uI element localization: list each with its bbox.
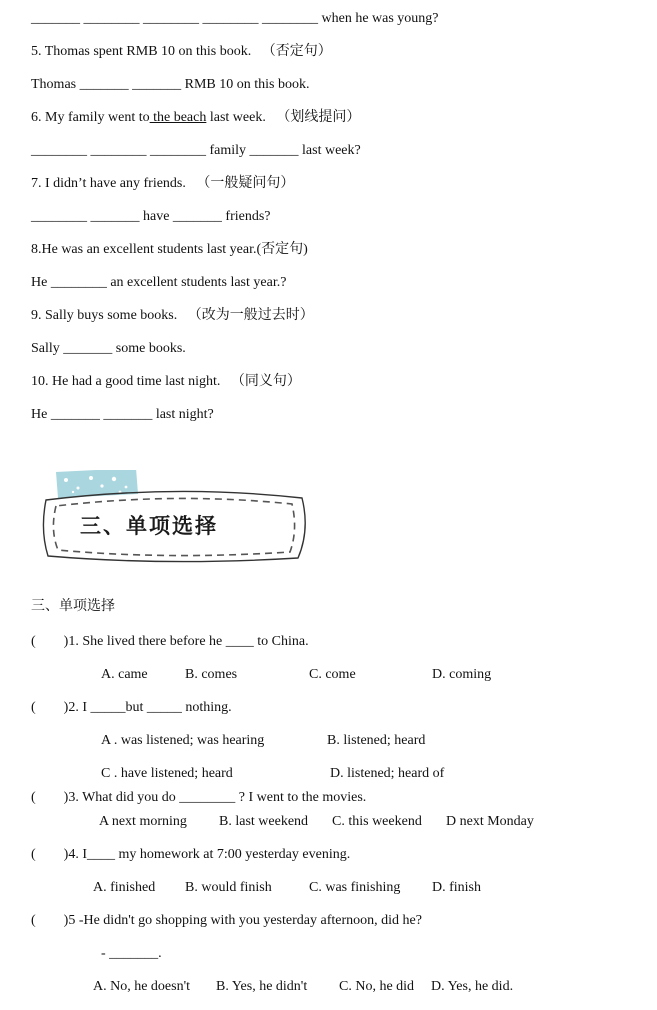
section-heading: 三、单项选择 (31, 599, 115, 614)
question-6 (31, 109, 360, 127)
tape-decoration (56, 470, 138, 498)
mc-question-4: ( )4. I____ my homework at 7:00 yesterday evening. (31, 847, 351, 862)
mc-3-option-d: D next Monday (446, 814, 534, 829)
question-7: 7. I didn’t have any friends. （一般疑问句） (31, 176, 295, 191)
question-8-answer: He ________ an excellent students last year.? (31, 275, 287, 290)
question-6-part-a: 6. My family went to (31, 110, 150, 125)
mc-1-option-a: A. came (101, 667, 148, 682)
question-5-answer: Thomas _______ _______ RMB 10 on this book. (31, 77, 310, 92)
mc-1-option-c: C. come (309, 667, 356, 682)
mc-1-option-d: D. coming (432, 667, 492, 682)
mc-question-1: ( )1. She lived there before he ____ to China. (31, 634, 309, 649)
question-10: 10. He had a good time last night. （同义句） (31, 374, 301, 389)
mc-4-option-c: C. was finishing (309, 880, 401, 895)
question-9: 9. Sally buys some books. （改为一般过去时） (31, 308, 314, 323)
mc-5-option-c: C. No, he did (339, 979, 415, 994)
mc-5-option-d: D. Yes, he did. (431, 979, 514, 994)
mc-2-option-a: A . was listened; was hearing (101, 733, 265, 748)
mc-3-option-a: A next morning (99, 814, 187, 829)
banner-title: 三、单项选择 (80, 514, 218, 538)
mc-4-option-a: A. finished (93, 880, 156, 895)
question-5: 5. Thomas spent RMB 10 on this book. （否定句） (31, 44, 332, 59)
mc-5-option-a: A. No, he doesn't (93, 979, 191, 994)
previous-answer-line: _______ ________ ________ ________ ________ when he was young? (31, 11, 439, 26)
question-6-answer: ________ ________ ________ family _______ last week? (31, 143, 361, 158)
question-8: 8.He was an excellent students last year.(否定句) (31, 242, 308, 257)
mc-3-option-c: C. this weekend (332, 814, 422, 829)
question-6-part-b: last week. （划线提问） (206, 110, 361, 125)
mc-5-answer-line: - _______. (101, 946, 162, 961)
question-6-underlined: the beach (149, 110, 207, 125)
mc-question-2: ( )2. I _____but _____ nothing. (31, 700, 232, 715)
mc-4-option-d: D. finish (432, 880, 481, 895)
mc-2-option-b: B. listened; heard (327, 733, 426, 748)
mc-question-3: ( )3. What did you do ________ ? I went to the movies. (31, 790, 367, 805)
mc-4-option-b: B. would finish (185, 880, 272, 895)
mc-2-option-c: C . have listened; heard (101, 766, 233, 781)
question-9-answer: Sally _______ some books. (31, 341, 186, 356)
mc-2-option-d: D. listened; heard of (330, 766, 445, 781)
mc-1-option-b: B. comes (185, 667, 238, 682)
question-10-answer: He _______ _______ last night? (31, 407, 214, 422)
mc-5-option-b: B. Yes, he didn't (216, 979, 308, 994)
question-7-answer: ________ _______ have _______ friends? (31, 209, 271, 224)
mc-question-5: ( )5 -He didn't go shopping with you yesterday afternoon, did he? (31, 913, 422, 928)
mc-3-option-b: B. last weekend (219, 814, 309, 829)
